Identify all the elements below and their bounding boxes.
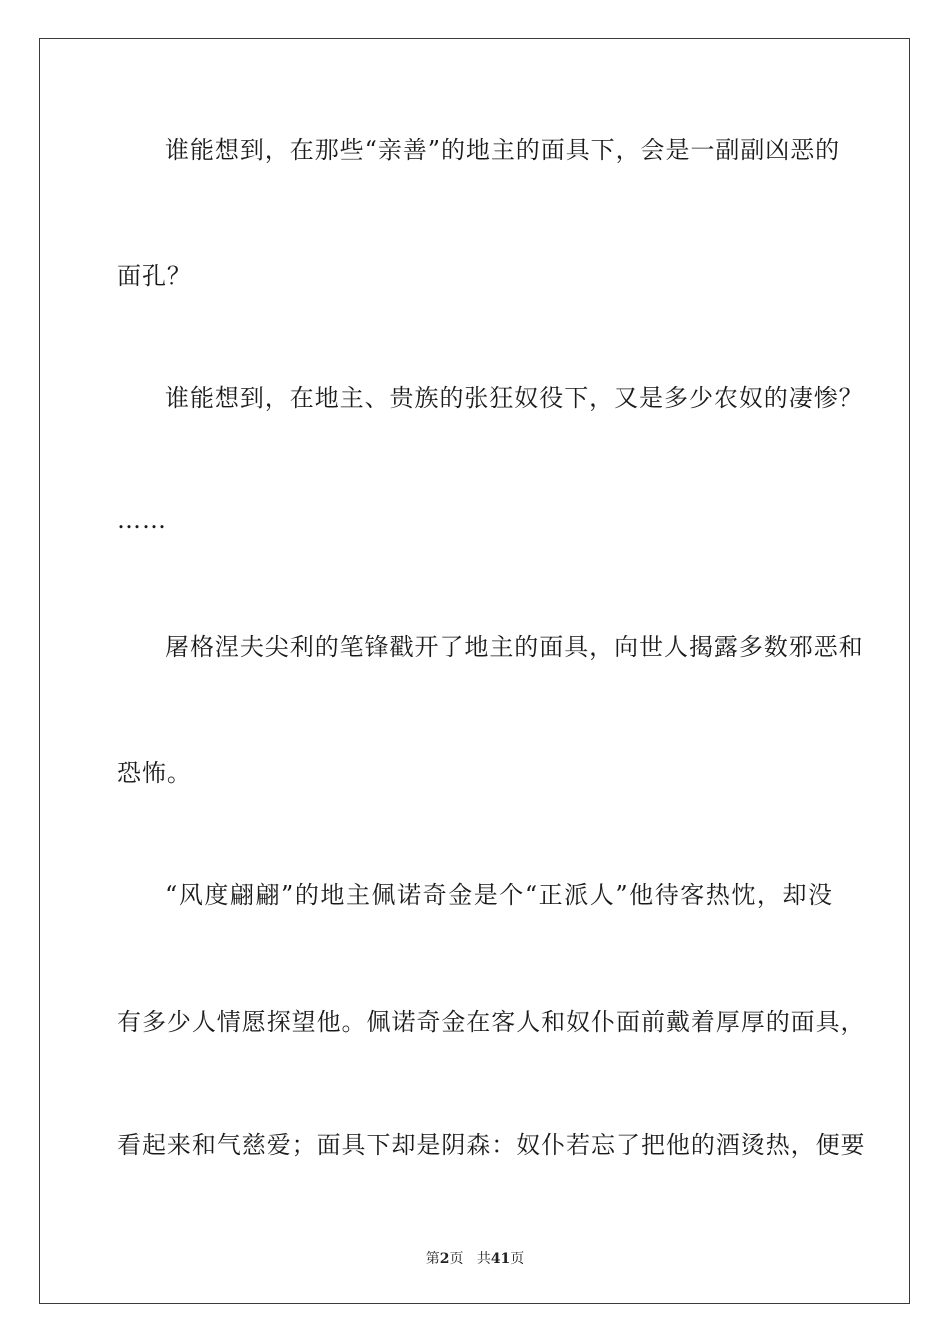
page-prefix: 第 — [425, 1251, 440, 1267]
paragraph-2-line-1: 谁能想到，在地主、贵族的张狂奴役下，又是多少农奴的凄惨？ — [165, 384, 864, 412]
paragraph-3-line-2: 恐怖。 — [117, 759, 192, 787]
ellipsis-line: …… — [117, 506, 167, 534]
total-suffix: 页 — [510, 1251, 525, 1267]
page-suffix: 页 — [449, 1251, 464, 1267]
total-pages: 41 — [490, 1251, 511, 1267]
page-border — [39, 38, 910, 1304]
paragraph-1-line-1: 谁能想到，在那些“亲善”的地主的面具下，会是一副副凶恶的 — [165, 136, 841, 164]
paragraph-4-line-2: 有多少人情愿探望他。佩诺奇金在客人和奴仆面前戴着厚厚的面具， — [117, 1008, 866, 1036]
page-footer — [0, 1248, 950, 1268]
paragraph-4-line-3: 看起来和气慈爱；面具下却是阴森：奴仆若忘了把他的酒烫热，便要 — [117, 1131, 866, 1159]
paragraph-3-line-1: 屠格涅夫尖利的笔锋戳开了地主的面具，向世人揭露多数邪恶和 — [165, 633, 864, 661]
total-prefix: 共 — [476, 1251, 491, 1267]
page-number: 2 — [439, 1251, 450, 1267]
paragraph-1-line-2: 面孔？ — [117, 262, 192, 290]
paragraph-4-line-1: “风度翩翩”的地主佩诺奇金是个“正派人”他待客热忱，却没 — [165, 881, 833, 909]
